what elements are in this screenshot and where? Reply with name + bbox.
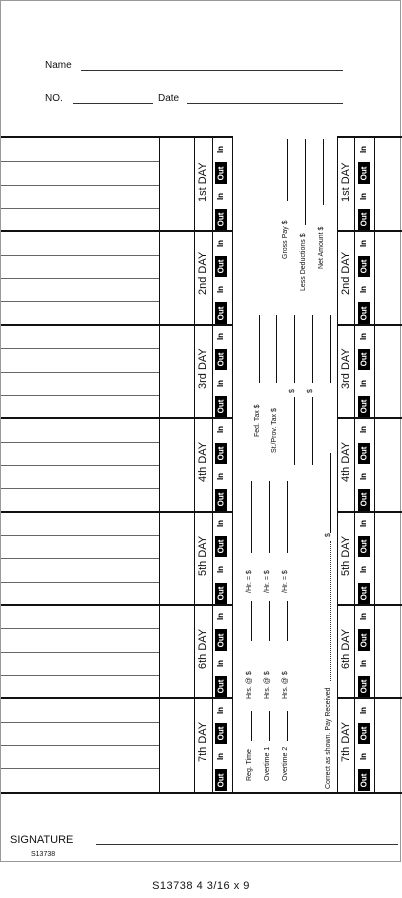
time-entry-line[interactable] xyxy=(1,488,159,489)
out-cell-left: Out xyxy=(215,349,227,370)
day-separator-left xyxy=(1,604,233,606)
pay-received-line xyxy=(330,453,331,533)
in-cell-left: In xyxy=(215,139,227,160)
in-cell-right: In xyxy=(358,373,370,394)
out-cell-right: Out xyxy=(358,349,370,370)
in-cell-right: In xyxy=(358,559,370,580)
overtime1-line-3 xyxy=(269,481,270,553)
time-entry-line[interactable] xyxy=(1,535,159,536)
overtime2-rate-label: /Hr. = $ xyxy=(282,570,289,593)
reg-time-hrs-label: Hrs. @ $ xyxy=(246,671,253,699)
day-label-right: 1st DAY xyxy=(340,162,352,202)
overtime1-line-1 xyxy=(269,711,270,741)
in-cell-right: In xyxy=(358,419,370,440)
name-label: Name xyxy=(45,60,72,71)
in-cell-right: In xyxy=(358,466,370,487)
out-cell-right: Out xyxy=(358,396,370,417)
time-entry-line[interactable] xyxy=(1,255,159,256)
in-cell-right: In xyxy=(358,606,370,627)
date-field[interactable] xyxy=(187,103,343,104)
time-entry-line[interactable] xyxy=(1,208,159,209)
day-label-left: 3rd DAY xyxy=(197,348,209,389)
out-cell-right: Out xyxy=(358,769,370,790)
time-entry-line[interactable] xyxy=(1,161,159,162)
time-entry-line[interactable] xyxy=(1,185,159,186)
time-entry-line[interactable] xyxy=(1,301,159,302)
reg-time-line-1 xyxy=(251,711,252,741)
in-cell-right: In xyxy=(358,279,370,300)
in-cell-left: In xyxy=(215,466,227,487)
dollar-line-2b xyxy=(312,397,313,465)
in-cell-left: In xyxy=(215,559,227,580)
dollar-label-2: $ xyxy=(307,389,314,393)
out-cell-left: Out xyxy=(215,583,227,604)
day-separator-left xyxy=(1,697,233,699)
out-cell-right: Out xyxy=(358,583,370,604)
out-cell-left: Out xyxy=(215,396,227,417)
day-separator-left xyxy=(1,511,233,513)
in-cell-right: In xyxy=(358,513,370,534)
overtime1-line-2 xyxy=(269,601,270,641)
dollar-line-1 xyxy=(294,315,295,383)
fed-tax-label: Fed. Tax $ xyxy=(254,404,261,437)
day-label-left: 6th DAY xyxy=(197,628,209,669)
right-inout-right xyxy=(374,137,375,792)
gross-pay-line xyxy=(287,139,288,201)
out-cell-right: Out xyxy=(358,489,370,510)
out-cell-right: Out xyxy=(358,629,370,650)
in-cell-left: In xyxy=(215,373,227,394)
day-label-left: 5th DAY xyxy=(197,535,209,576)
reg-time-rate-label: /Hr. = $ xyxy=(246,570,253,593)
day-label-left: 1st DAY xyxy=(197,162,209,202)
out-cell-left: Out xyxy=(215,209,227,230)
overtime1-hrs-label: Hrs. @ $ xyxy=(264,671,271,699)
net-amount-label: Net Amount $ xyxy=(318,226,325,269)
time-entry-line[interactable] xyxy=(1,442,159,443)
out-cell-left: Out xyxy=(215,443,227,464)
left-day-label-right xyxy=(212,137,213,792)
time-entry-line[interactable] xyxy=(1,722,159,723)
net-amount-line xyxy=(323,139,324,205)
out-cell-right: Out xyxy=(358,676,370,697)
overtime2-line-1 xyxy=(287,711,288,741)
time-entry-line[interactable] xyxy=(1,348,159,349)
in-cell-left: In xyxy=(215,326,227,347)
overtime2-label: Overtime 2 xyxy=(282,746,289,781)
dollar-line-3 xyxy=(330,315,331,383)
time-entry-line[interactable] xyxy=(1,628,159,629)
left-day-label-left xyxy=(194,137,195,792)
day-label-right: 5th DAY xyxy=(340,535,352,576)
in-cell-left: In xyxy=(215,186,227,207)
out-cell-right: Out xyxy=(358,536,370,557)
name-field[interactable] xyxy=(81,70,343,71)
st-prov-tax-line xyxy=(276,315,277,383)
in-cell-right: In xyxy=(358,699,370,720)
day-label-right: 2nd DAY xyxy=(340,252,352,296)
time-entry-line[interactable] xyxy=(1,675,159,676)
overtime1-label: Overtime 1 xyxy=(264,746,271,781)
pay-received-dotted-line xyxy=(330,541,331,681)
gross-pay-label: Gross Pay $ xyxy=(282,220,289,259)
signature-line[interactable] xyxy=(96,844,398,845)
correct-as-shown-label: Correct as shown. Pay Received xyxy=(325,687,332,789)
time-entry-line[interactable] xyxy=(1,745,159,746)
in-cell-left: In xyxy=(215,606,227,627)
time-entry-line[interactable] xyxy=(1,582,159,583)
day-label-left: 7th DAY xyxy=(197,722,209,763)
date-label: Date xyxy=(158,93,180,104)
no-field[interactable] xyxy=(73,103,153,104)
out-cell-left: Out xyxy=(215,162,227,183)
no-label: NO. xyxy=(45,93,63,104)
right-day-label-right xyxy=(354,137,355,792)
in-cell-right: In xyxy=(358,653,370,674)
out-cell-left: Out xyxy=(215,256,227,277)
out-cell-right: Out xyxy=(358,443,370,464)
out-cell-left: Out xyxy=(215,769,227,790)
in-cell-left: In xyxy=(215,419,227,440)
dollar-line-1b xyxy=(294,397,295,465)
right-col-left xyxy=(337,137,338,792)
time-entry-line[interactable] xyxy=(1,278,159,279)
signature-label: SIGNATURE xyxy=(10,834,74,846)
time-entry-line[interactable] xyxy=(1,395,159,396)
left-inout-right xyxy=(232,137,233,792)
time-entry-line[interactable] xyxy=(1,372,159,373)
grid-top-border xyxy=(1,136,233,138)
in-cell-right: In xyxy=(358,746,370,767)
less-deductions-line xyxy=(305,139,306,225)
day-separator-left xyxy=(1,324,233,326)
fed-tax-line xyxy=(259,315,260,383)
out-cell-right: Out xyxy=(358,209,370,230)
out-cell-right: Out xyxy=(358,162,370,183)
in-cell-right: In xyxy=(358,186,370,207)
time-entry-line[interactable] xyxy=(1,558,159,559)
overtime1-rate-label: /Hr. = $ xyxy=(264,570,271,593)
time-entry-line[interactable] xyxy=(1,465,159,466)
out-cell-left: Out xyxy=(215,723,227,744)
day-label-left: 4th DAY xyxy=(197,442,209,483)
day-label-right: 4th DAY xyxy=(340,442,352,483)
out-cell-left: Out xyxy=(215,536,227,557)
out-cell-left: Out xyxy=(215,302,227,323)
in-cell-left: In xyxy=(215,653,227,674)
in-cell-right: In xyxy=(358,232,370,253)
out-cell-right: Out xyxy=(358,302,370,323)
time-entry-line[interactable] xyxy=(1,652,159,653)
out-cell-left: Out xyxy=(215,489,227,510)
dollar-line-2 xyxy=(312,315,313,383)
dollar-label-1: $ xyxy=(289,389,296,393)
overtime2-line-2 xyxy=(287,601,288,641)
day-label-right: 3rd DAY xyxy=(340,348,352,389)
time-entry-line[interactable] xyxy=(1,768,159,769)
day-label-right: 6th DAY xyxy=(340,628,352,669)
day-separator-left xyxy=(1,230,233,232)
in-cell-left: In xyxy=(215,699,227,720)
left-col-divider xyxy=(159,137,160,792)
grid-right-top-border xyxy=(337,136,402,138)
day-separator-left xyxy=(1,417,233,419)
in-cell-left: In xyxy=(215,513,227,534)
grid-bottom-border xyxy=(1,792,402,794)
caption: S13738 4 3/16 x 9 xyxy=(152,880,250,892)
day-label-right: 7th DAY xyxy=(340,722,352,763)
form-code: S13738 xyxy=(31,851,56,858)
in-cell-left: In xyxy=(215,279,227,300)
day-label-left: 2nd DAY xyxy=(197,252,209,296)
less-deductions-label: Less Deductions $ xyxy=(300,233,307,291)
out-cell-left: Out xyxy=(215,629,227,650)
in-cell-left: In xyxy=(215,232,227,253)
out-cell-left: Out xyxy=(215,676,227,697)
in-cell-left: In xyxy=(215,746,227,767)
reg-time-label: Reg. Time xyxy=(246,749,253,781)
reg-time-line-3 xyxy=(251,481,252,553)
st-prov-tax-label: St./Prov. Tax $ xyxy=(271,408,278,453)
overtime2-hrs-label: Hrs. @ $ xyxy=(282,671,289,699)
overtime2-line-3 xyxy=(287,481,288,553)
in-cell-right: In xyxy=(358,139,370,160)
pay-received-dollar: $ xyxy=(325,533,332,537)
out-cell-right: Out xyxy=(358,723,370,744)
in-cell-right: In xyxy=(358,326,370,347)
out-cell-right: Out xyxy=(358,256,370,277)
reg-time-line-2 xyxy=(251,601,252,641)
